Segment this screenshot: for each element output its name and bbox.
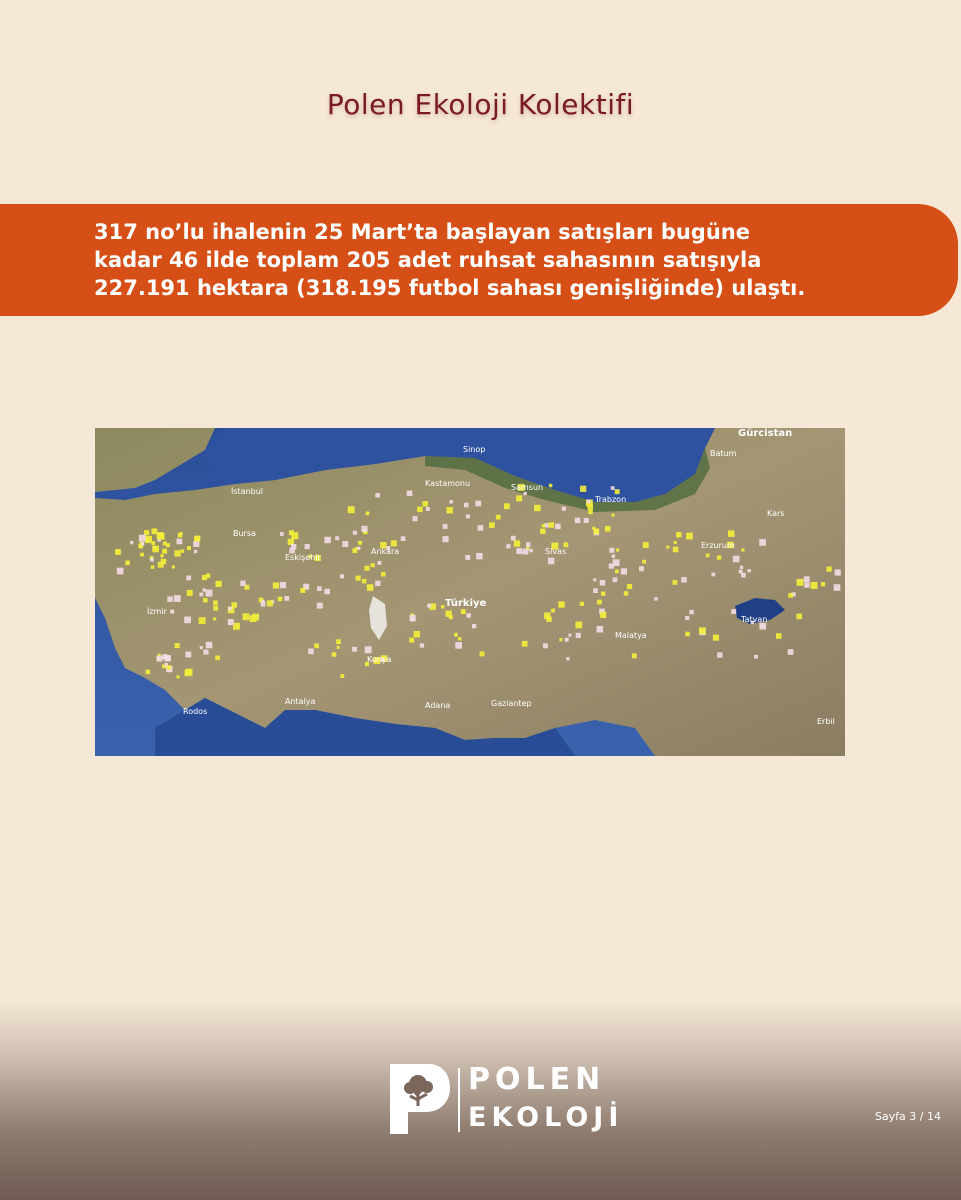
site-marker [558, 601, 564, 607]
site-marker [145, 539, 149, 543]
site-marker [187, 546, 191, 550]
site-marker [827, 567, 832, 572]
site-marker [549, 484, 552, 487]
site-marker [654, 597, 658, 601]
site-marker [117, 568, 124, 575]
site-marker [615, 570, 619, 574]
site-marker [592, 527, 595, 530]
site-marker [717, 652, 722, 657]
site-marker [240, 581, 245, 586]
site-marker [427, 604, 431, 608]
site-marker [317, 586, 322, 591]
site-marker [144, 530, 149, 535]
site-marker [731, 609, 736, 614]
site-marker [587, 500, 591, 504]
site-marker [261, 600, 264, 603]
site-marker [548, 558, 555, 565]
site-marker [685, 632, 690, 637]
site-marker [713, 635, 719, 641]
site-marker [613, 577, 618, 582]
logo-divider [458, 1068, 460, 1132]
site-marker [352, 647, 357, 652]
site-marker [160, 554, 163, 557]
site-marker [506, 544, 510, 548]
site-marker [466, 514, 470, 518]
site-marker [597, 600, 602, 605]
site-marker [375, 493, 380, 498]
site-marker [454, 633, 458, 637]
site-marker [200, 646, 203, 649]
site-marker [615, 489, 620, 494]
site-marker [417, 507, 423, 512]
site-marker [163, 542, 167, 546]
site-marker [174, 595, 181, 602]
label-sivas: Sivas [545, 547, 567, 556]
site-marker [367, 584, 374, 591]
site-marker [375, 581, 380, 586]
site-marker [371, 563, 375, 567]
site-marker [759, 539, 766, 546]
site-marker [540, 529, 545, 534]
site-marker [600, 580, 606, 586]
label-tatvan: Tatvan [741, 615, 768, 624]
site-marker [639, 566, 644, 571]
site-marker [185, 652, 191, 658]
site-marker [202, 575, 207, 580]
site-marker [676, 532, 681, 537]
label-gaziantep: Gaziantep [491, 699, 532, 708]
site-marker [215, 656, 220, 661]
label-antalya: Antalya [285, 697, 316, 706]
site-marker [348, 506, 355, 513]
site-marker [450, 500, 453, 503]
site-marker [522, 641, 528, 647]
site-marker [340, 674, 344, 678]
label-kars: Kars [767, 509, 785, 518]
site-marker [152, 528, 158, 534]
site-marker [741, 548, 744, 551]
site-marker [588, 510, 592, 514]
site-marker [811, 582, 818, 589]
site-marker [228, 619, 234, 625]
site-marker [455, 642, 462, 649]
label-ankara: Ankara [371, 547, 400, 556]
site-marker [167, 596, 173, 602]
site-marker [139, 535, 146, 542]
site-marker [642, 560, 646, 564]
site-marker [337, 646, 340, 649]
site-marker [335, 536, 339, 540]
site-marker [273, 582, 279, 588]
site-marker [673, 580, 678, 585]
site-marker [544, 612, 550, 618]
site-marker [526, 542, 531, 547]
label-sinop: Sinop [463, 445, 486, 454]
site-marker [529, 549, 533, 553]
site-marker [216, 581, 222, 587]
site-marker [426, 507, 430, 511]
site-marker [621, 568, 627, 574]
site-marker [161, 559, 167, 565]
page-title: Polen Ekoloji Kolektifi [326, 88, 635, 121]
site-marker [717, 555, 721, 559]
site-marker [125, 561, 130, 566]
site-marker [194, 536, 200, 542]
headline-line-2: kadar 46 ilde toplam 205 adet ruhsat sahasının satışıyla [94, 248, 762, 272]
site-marker [186, 576, 191, 581]
label-gurcistan: Gürcistan [738, 428, 793, 439]
site-marker [414, 631, 420, 637]
site-marker [476, 553, 482, 559]
site-marker [407, 491, 413, 497]
site-marker [174, 550, 180, 556]
site-marker [141, 542, 144, 545]
label-kastamonu: Kastamonu [425, 479, 471, 488]
site-marker [643, 542, 649, 548]
site-marker [206, 642, 213, 649]
site-marker [674, 541, 677, 544]
site-marker [357, 547, 360, 550]
site-marker [733, 556, 740, 563]
site-marker [511, 536, 516, 541]
site-marker [534, 505, 541, 512]
site-marker [543, 643, 548, 648]
site-marker [611, 486, 615, 490]
site-marker [443, 524, 448, 529]
site-marker [358, 541, 362, 545]
label-eskisehir: Eskişehir [285, 553, 321, 562]
site-marker [443, 536, 449, 542]
site-marker [804, 582, 809, 587]
site-marker [228, 607, 232, 611]
site-marker [549, 522, 555, 528]
site-marker [441, 605, 445, 609]
site-marker [193, 541, 199, 547]
site-marker [496, 515, 501, 520]
site-marker [361, 526, 367, 532]
logo-word-polen: POLEN [468, 1062, 606, 1097]
site-marker [728, 530, 735, 537]
site-marker [555, 524, 561, 530]
label-erbil: Erbil [817, 717, 835, 726]
site-marker [150, 558, 154, 562]
site-marker [232, 602, 238, 608]
site-marker [612, 554, 616, 558]
site-marker [332, 652, 337, 657]
headline-banner [0, 204, 958, 316]
site-marker [172, 565, 175, 568]
label-rodos: Rodos [183, 707, 208, 716]
site-marker [580, 486, 586, 492]
site-marker [624, 591, 629, 596]
label-samsun: Samsun [511, 483, 544, 492]
site-marker [466, 613, 471, 618]
site-marker [300, 588, 305, 593]
site-marker [317, 603, 323, 609]
label-izmir: İzmir [147, 607, 167, 616]
site-marker [584, 518, 589, 523]
site-marker [167, 665, 171, 669]
site-marker [480, 652, 485, 657]
site-marker [613, 559, 620, 566]
site-marker [324, 589, 330, 595]
site-marker [514, 540, 520, 546]
site-marker [445, 611, 451, 617]
site-marker [175, 643, 180, 648]
site-marker [788, 593, 793, 598]
site-marker [465, 555, 470, 560]
site-marker [741, 573, 746, 578]
site-marker [420, 643, 424, 647]
site-marker [681, 577, 687, 583]
site-marker [616, 548, 619, 551]
site-marker [461, 609, 466, 614]
site-marker [280, 532, 284, 536]
site-marker [447, 507, 453, 513]
label-konya: Konya [367, 655, 392, 664]
site-marker [748, 569, 751, 572]
site-marker [706, 554, 710, 558]
site-marker [340, 574, 344, 578]
site-marker [291, 532, 298, 539]
site-marker [423, 501, 429, 507]
turkey-satellite-map [95, 428, 845, 756]
site-marker [250, 615, 257, 622]
label-turkiye: Türkiye [445, 598, 487, 609]
site-marker [601, 592, 605, 596]
site-marker [170, 610, 174, 614]
site-marker [686, 533, 693, 540]
site-marker [489, 522, 495, 528]
site-marker [178, 533, 182, 537]
site-marker [593, 588, 598, 593]
site-marker [475, 501, 481, 507]
site-marker [524, 492, 527, 495]
site-marker [203, 650, 208, 655]
site-marker [699, 627, 706, 634]
site-marker [314, 644, 319, 649]
site-marker [666, 546, 669, 549]
site-marker [401, 536, 406, 541]
site-marker [580, 602, 584, 606]
site-marker [187, 590, 193, 596]
site-marker [291, 544, 296, 549]
site-marker [559, 638, 562, 641]
site-marker [362, 579, 367, 584]
site-marker [689, 610, 693, 614]
site-marker [627, 584, 632, 589]
site-marker [130, 541, 133, 544]
site-marker [206, 590, 213, 597]
site-marker [184, 617, 191, 624]
site-marker [409, 638, 414, 643]
site-marker [202, 588, 205, 591]
site-marker [612, 514, 615, 517]
site-marker [542, 524, 545, 527]
site-marker [835, 569, 841, 575]
site-marker [140, 553, 144, 557]
site-marker [776, 633, 782, 639]
site-marker [267, 600, 273, 606]
site-marker [600, 612, 606, 618]
site-marker [565, 638, 569, 642]
site-marker [366, 512, 370, 516]
site-marker [516, 495, 522, 501]
site-marker [278, 597, 283, 602]
site-marker [181, 549, 185, 553]
label-trabzon: Trabzon [595, 495, 627, 504]
site-marker [284, 596, 289, 601]
site-marker [391, 540, 397, 546]
site-marker [522, 549, 528, 555]
site-marker [568, 634, 571, 637]
site-marker [151, 565, 155, 569]
label-batum: Batum [710, 449, 737, 458]
site-marker [199, 593, 203, 597]
site-marker [575, 622, 582, 629]
site-marker [834, 584, 841, 591]
site-marker [199, 617, 206, 624]
site-marker [413, 516, 418, 521]
site-marker [562, 507, 566, 511]
site-marker [213, 606, 218, 611]
site-marker [152, 546, 159, 553]
site-marker [504, 503, 510, 509]
headline-line-3: 227.191 hektara (318.195 futbol sahası genişliğinde) ulaştı. [94, 276, 806, 300]
site-marker [381, 572, 386, 577]
site-marker [364, 566, 369, 571]
site-marker [609, 548, 614, 553]
site-marker [788, 649, 794, 655]
site-marker [516, 548, 522, 554]
site-marker [566, 657, 569, 660]
polen-tree-icon [388, 1062, 452, 1136]
site-marker [243, 613, 250, 620]
site-marker [177, 539, 183, 545]
site-marker [478, 525, 484, 531]
site-marker [593, 578, 596, 581]
site-marker [233, 623, 240, 630]
headline-line-1: 317 no’lu ihalenin 25 Mart’ta başlayan satışları bugüne [94, 220, 750, 244]
site-marker [365, 646, 372, 653]
site-marker [575, 518, 581, 524]
site-marker [213, 617, 216, 620]
site-marker [711, 573, 715, 577]
site-marker [458, 637, 461, 640]
site-marker [754, 655, 758, 659]
site-marker [551, 609, 555, 613]
site-marker [162, 654, 167, 659]
site-marker [605, 526, 611, 532]
site-marker [597, 626, 604, 633]
site-marker [115, 549, 121, 555]
site-marker [342, 541, 348, 547]
site-marker [151, 541, 155, 545]
site-marker [176, 675, 179, 678]
site-marker [157, 656, 163, 662]
site-marker [740, 566, 743, 569]
site-marker [796, 614, 802, 620]
label-malatya: Malatya [615, 631, 647, 640]
label-istanbul: İstanbul [231, 487, 264, 496]
site-marker [632, 653, 637, 658]
site-marker [356, 576, 361, 581]
site-marker [146, 670, 151, 675]
site-marker [336, 639, 341, 644]
label-erzurum: Erzurum [701, 541, 735, 550]
site-marker [280, 582, 286, 588]
site-marker [203, 598, 208, 603]
label-adana: Adana [425, 701, 451, 710]
site-marker [324, 537, 331, 544]
polen-ekoloji-logo [388, 1062, 624, 1140]
site-marker [353, 531, 357, 535]
site-marker [472, 624, 476, 628]
site-marker [685, 616, 689, 620]
site-marker [576, 633, 581, 638]
site-marker [821, 582, 825, 586]
site-marker [305, 544, 310, 549]
site-marker [410, 615, 416, 621]
site-marker [804, 576, 810, 582]
site-marker [162, 549, 167, 554]
site-marker [194, 550, 197, 553]
site-marker [378, 561, 382, 565]
site-marker [797, 579, 804, 586]
site-marker [673, 547, 679, 553]
site-marker [213, 600, 218, 605]
logo-word-ekoloji: EKOLOJİ [468, 1102, 624, 1133]
page-number: Sayfa 3 / 14 [874, 1110, 941, 1123]
site-marker [157, 532, 164, 539]
site-marker [464, 503, 469, 508]
label-bursa: Bursa [233, 529, 256, 538]
site-marker [186, 669, 193, 676]
site-marker [308, 649, 314, 655]
